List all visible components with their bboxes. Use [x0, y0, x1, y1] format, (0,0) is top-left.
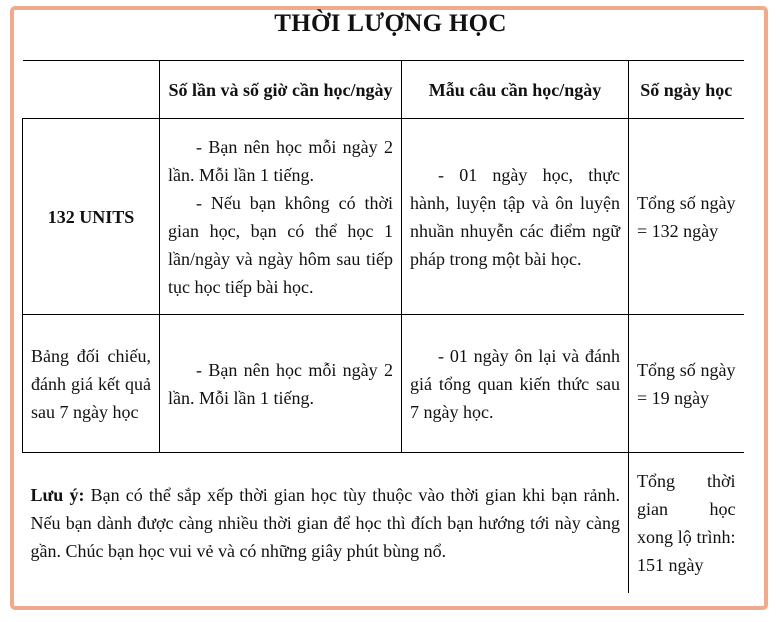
table-row [23, 453, 744, 593]
header-sessions: Số lần và số giờ cần học/ngày [160, 61, 402, 119]
note-label: Lưu ý: [30, 484, 85, 505]
schedule-table [22, 60, 744, 593]
session-line: - Bạn nên học mỗi ngày 2 lần. Mỗi lần 1 tiếng. [168, 359, 393, 408]
row-days: Tổng số ngày = 19 ngày [629, 315, 744, 453]
header-days: Số ngày học [629, 61, 744, 119]
table-row [23, 315, 744, 453]
row-label: Bảng đối chiếu, đánh giá kết quả sau 7 ngày học [23, 315, 160, 453]
total-days: Tổng thời gian học xong lộ trình: 151 ngày [629, 453, 744, 593]
session-line: - Nếu bạn không có thời gian học, bạn có thể học 1 lần/ngày và ngày hôm sau tiếp tục học tiếp bài học. [168, 192, 393, 297]
row-label: 132 UNITS [23, 119, 160, 315]
session-line: - Bạn nên học mỗi ngày 2 lần. Mỗi lần 1 tiếng. [168, 136, 393, 185]
page-title: THỜI LƯỢNG HỌC [274, 10, 507, 37]
content-line: - 01 ngày học, thực hành, luyện tập và ôn luyện nhuần nhuyễn các điểm ngữ pháp trong một bài học. [410, 164, 620, 269]
note-text: Bạn có thể sắp xếp thời gian học tùy thuộc vào thời gian khi bạn rảnh. Nếu bạn dành được càng nhiều thời gian để học thì đích bạn hướng tới này càng gần. Chúc bạn học vui vẻ và có những giây phút bùng nổ. [30, 484, 620, 561]
table-header-row [23, 61, 744, 119]
row-content [402, 315, 629, 453]
row-days: Tổng số ngày = 132 ngày [629, 119, 744, 315]
row-content [402, 119, 629, 315]
table-row [23, 119, 744, 315]
content-line: - 01 ngày ôn lại và đánh giá tổng quan kiến thức sau 7 ngày học. [410, 345, 620, 422]
note-cell [23, 453, 629, 593]
row-sessions [160, 119, 402, 315]
header-empty-cell [23, 61, 160, 119]
header-content: Mẫu câu cần học/ngày [402, 61, 629, 119]
row-sessions [160, 315, 402, 453]
